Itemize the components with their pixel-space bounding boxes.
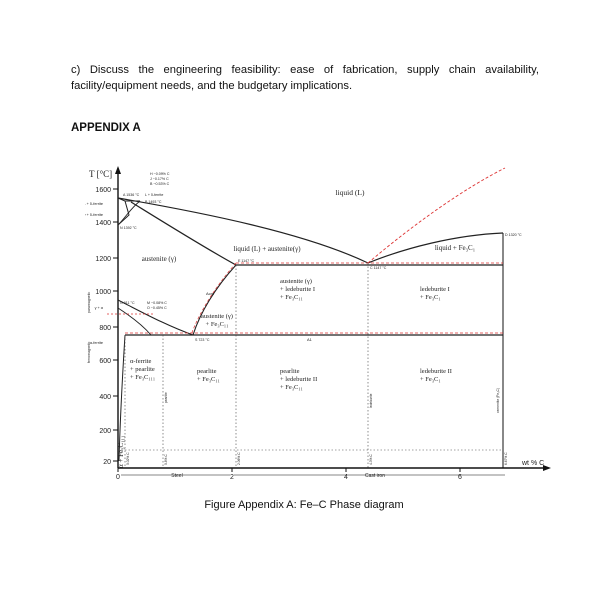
note-l-delta: L + δ-ferrite: [145, 193, 164, 197]
region-ferrite-pearlite-1: α-ferrite: [130, 358, 152, 365]
region-liquid-fe3c: liquid + Fe₃C₁: [434, 244, 476, 252]
y-axis-title: T [°C]: [89, 169, 113, 179]
comp-note: 4.3% C: [369, 454, 373, 465]
figure-caption: Figure Appendix A: Fe–C Phase diagram: [204, 499, 404, 511]
y-tick: 1600: [95, 187, 111, 194]
note-c: C 1147 °C: [370, 266, 387, 270]
note-g: G 911 °C: [120, 301, 135, 305]
left-label: α-ferrite: [89, 341, 103, 345]
y-tick: 1200: [95, 256, 111, 263]
region-led1-2: + Fe₃C₁: [420, 294, 441, 301]
region-liquid-austenite: liquid (L) + austenite(γ): [233, 245, 301, 253]
note-s: S 723 °C: [195, 338, 210, 342]
steel-label: Steel: [171, 473, 183, 479]
y-tick: 200: [99, 428, 111, 435]
left-label: γ + δ-ferrite: [85, 213, 103, 217]
a1-label: A1: [307, 337, 312, 342]
region-liquid: liquid (L): [335, 188, 365, 197]
comp-note: 0.02% C: [126, 452, 130, 465]
note-m: M ~0.08% C: [147, 301, 167, 305]
region-ferrite-pearlite-3: + Fe₃C₁₁₁: [130, 374, 156, 381]
comp-note: 0.8% C: [164, 454, 168, 465]
region-pearlite-led-2: + ledeburite II: [280, 376, 318, 383]
region-pearlite-fe3c-1: pearlite: [197, 368, 217, 375]
note-j: J ~0.17% C: [150, 177, 169, 181]
appendix-heading: APPENDIX A: [71, 122, 141, 134]
fe-c-phase-diagram: [85, 163, 555, 488]
y-tick: 600: [99, 358, 111, 365]
acm-label: Acm: [206, 291, 214, 296]
y-tick: 20: [103, 459, 111, 466]
note-h: H ~0.09% C: [150, 172, 170, 176]
region-pearlite-fe3c-2: + Fe₃C₁₁: [197, 376, 220, 383]
left-label: L + δ-ferrite: [85, 202, 103, 206]
note-e: E 1147 °C: [238, 259, 255, 263]
region-aust-led-3: + Fe₃C₁₁: [280, 294, 303, 301]
region-austenite-fe3c-1: austenite (γ): [201, 313, 233, 320]
comp-note: ledeburite: [369, 393, 373, 408]
region-led1-1: ledeburite I: [420, 286, 450, 293]
y-tick: 400: [99, 394, 111, 401]
comp-note: 6.67% C: [504, 452, 508, 465]
note-n: N 1392 °C: [120, 226, 137, 230]
note-b2: B ~0.53% C: [150, 182, 170, 186]
x-tick: 6: [458, 474, 462, 481]
y-tick: 1400: [95, 220, 111, 227]
paramagnetic-label: paramagnetic: [87, 291, 91, 313]
region-austenite-fe3c-2: + Fe₃C₁₁: [205, 321, 229, 328]
y-tick: 800: [99, 325, 111, 332]
cast-iron-label: Cast iron: [364, 473, 386, 479]
note-a: A 1536 °C: [123, 193, 140, 197]
comp-note: pearlite: [164, 392, 168, 403]
region-pearlite-led-1: pearlite: [280, 368, 300, 375]
region-ferrite-pearlite-2: + pearlite: [130, 366, 155, 373]
x-tick: 0: [116, 474, 120, 481]
x-tick: 2: [230, 474, 234, 481]
comp-note: 2.06% C: [237, 452, 241, 465]
region-aust-led-2: + ledeburite I: [280, 286, 316, 293]
region-aust-led-1: austenite (γ): [280, 278, 312, 285]
ferromagnetic-label: ferromagnetic: [87, 341, 91, 363]
y-tick: 1000: [95, 289, 111, 296]
region-led2-2: + Fe₃C₁: [420, 376, 441, 383]
note-b: B 1493 °C: [145, 200, 162, 204]
region-austenite: austenite (γ): [141, 255, 177, 263]
note-o: O ~0.45% C: [147, 306, 167, 310]
region-led2-1: ledeburite II: [420, 368, 452, 375]
note-d: D 1320 °C: [505, 233, 522, 237]
x-axis-unit: wt % C: [522, 460, 545, 467]
left-label: γ + α: [94, 306, 103, 310]
x-tick: 4: [344, 474, 348, 481]
question-text: c) Discuss the engineering feasibility: ease of fabrication, supply chain availability, facility/equipment needs, and the budgetary implications.: [71, 64, 539, 92]
comp-note: cementite (Fe₃C): [496, 388, 500, 413]
region-pearlite-led-3: + Fe₃C₁₁: [280, 384, 303, 391]
region-alpha-fe3c: α + Fe₃C₁₁₁: [117, 435, 125, 468]
